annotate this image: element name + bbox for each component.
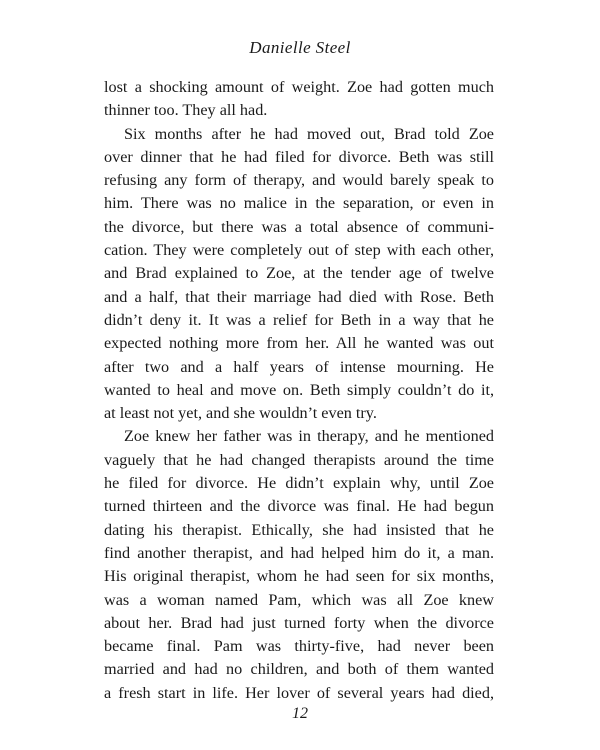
text-line: the divorce, but there was a total absence of communi-	[104, 217, 494, 236]
text-line: and a half, that their marriage had died with Rose. Beth	[104, 287, 494, 306]
text-line: lost a shocking amount of weight. Zoe had gotten much	[104, 78, 494, 96]
body-text	[104, 76, 494, 705]
text-line: Six months after he had moved out, Brad told Zoe	[124, 124, 494, 143]
text-line: became final. Pam was thirty-five, had never been	[104, 637, 494, 656]
text-line: Zoe knew her father was in therapy, and he mentioned	[124, 427, 494, 446]
text-line: wanted to heal and move on. Beth simply couldn’t do it,	[104, 380, 494, 399]
text-line: vaguely that he had changed therapists around the time	[104, 450, 494, 469]
text-line: thinner too. They all had.	[104, 101, 268, 120]
text-line: a fresh start in life. Her lover of several years had died,	[104, 683, 494, 702]
text-line: over dinner that he had filed for divorce. Beth was still	[104, 147, 494, 166]
text-line: he filed for divorce. He didn’t explain why, until Zoe	[104, 474, 494, 493]
text-line: was a woman named Pam, which was all Zoe knew	[104, 590, 494, 609]
text-line: turned thirteen and the divorce was final. He had begun	[104, 497, 494, 516]
running-head-author: Danielle Steel	[249, 38, 351, 57]
text-line: after two and a half years of intense mourning. He	[104, 357, 494, 376]
text-line: dating his therapist. Ethically, she had insisted that he	[104, 520, 494, 539]
text-line: married and had no children, and both of them wanted	[104, 660, 494, 679]
text-line: him. There was no malice in the separation, or even in	[104, 194, 494, 213]
text-line: find another therapist, and had helped him do it, a man.	[104, 543, 494, 562]
text-line: and Brad explained to Zoe, at the tender age of twelve	[104, 264, 494, 283]
page-number: 12	[292, 705, 308, 722]
text-line: about her. Brad had just turned forty when the divorce	[104, 613, 494, 632]
text-line: at least not yet, and she wouldn’t even try.	[104, 404, 377, 423]
text-line: didn’t deny it. It was a relief for Beth in a way that he	[104, 310, 494, 329]
text-line: cation. They were completely out of step with each other,	[104, 241, 494, 260]
text-line: refusing any form of therapy, and would barely speak to	[104, 171, 494, 190]
text-line: His original therapist, whom he had seen for six months,	[104, 567, 494, 586]
text-line: expected nothing more from her. All he wanted was out	[104, 334, 494, 353]
